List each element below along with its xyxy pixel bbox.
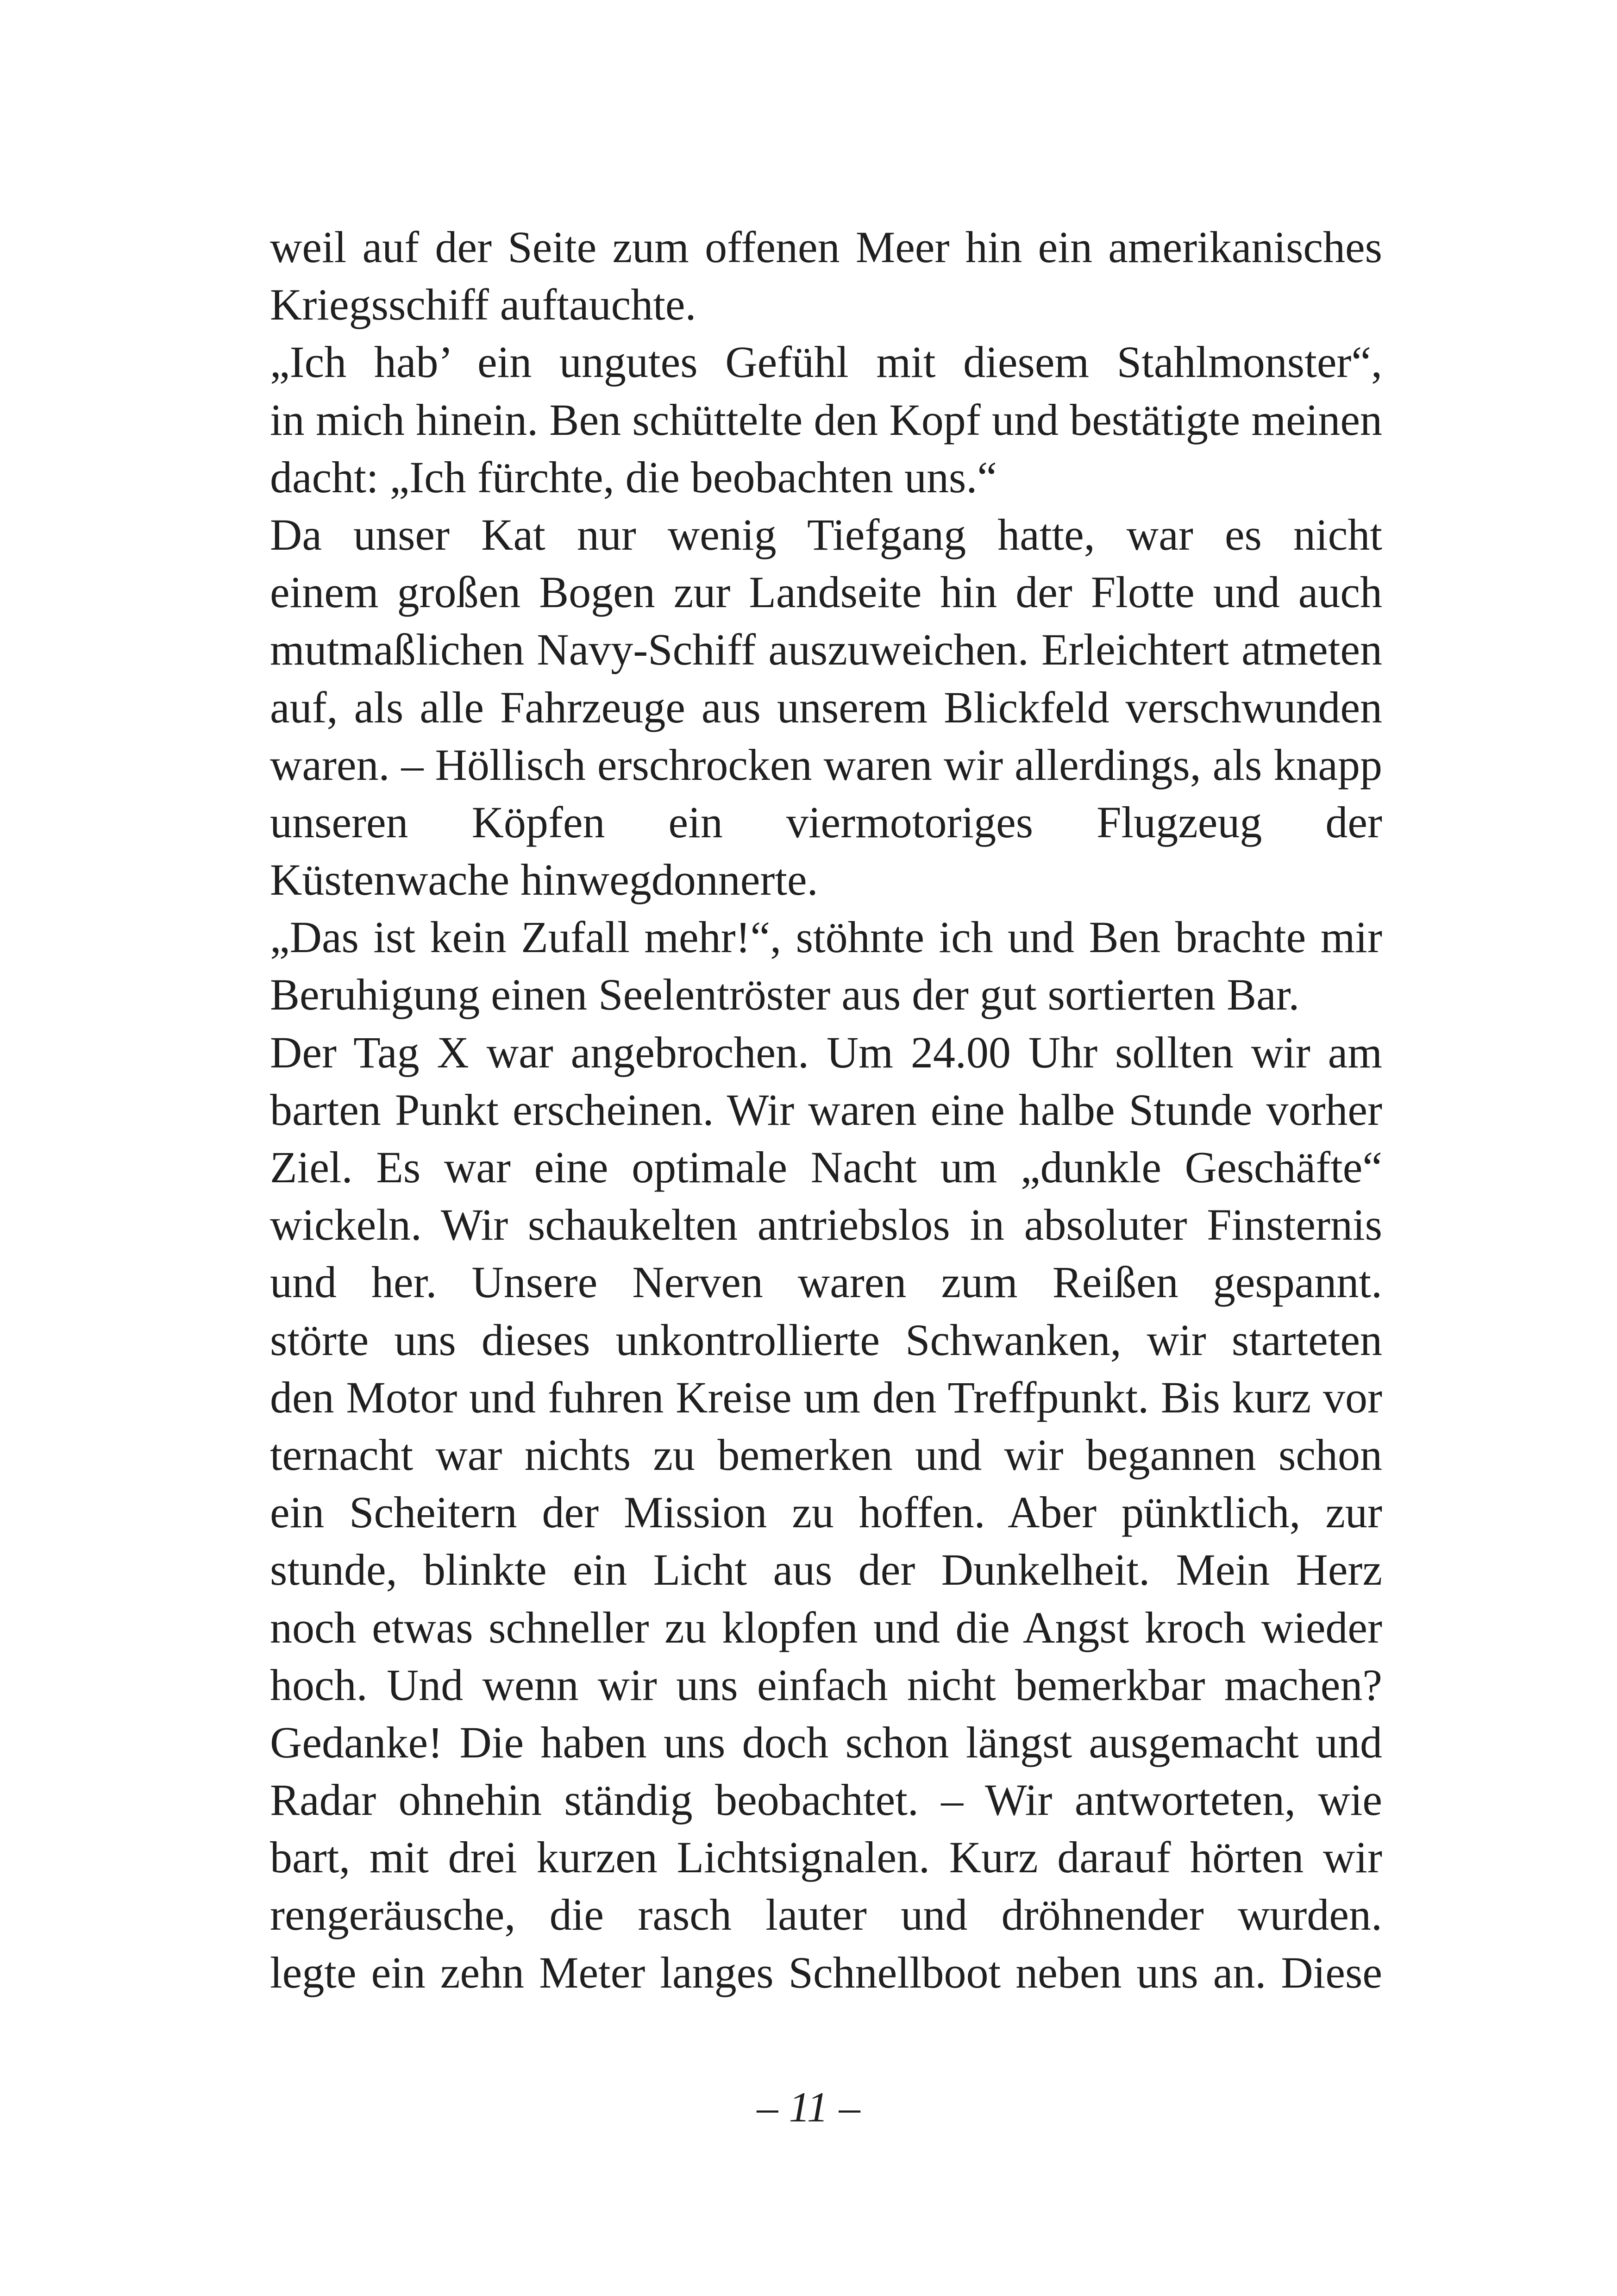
text-line: weil auf der Seite zum offenen Meer hin ein amerikanisches xyxy=(270,222,1382,272)
text-line: Radar ohnehin ständig beobachtet. – Wir antworteten, wie xyxy=(270,1775,1382,1825)
text-line: unseren Köpfen ein viermotoriges Flugzeug der xyxy=(270,797,1382,847)
text-line: „Das ist kein Zufall mehr!“, stöhnte ich und Ben brachte mir xyxy=(270,912,1382,962)
text-line: einem großen Bogen zur Landseite hin der Flotte und auch xyxy=(270,567,1382,617)
text-line: Da unser Kat nur wenig Tiefgang hatte, war es nicht xyxy=(270,509,1382,559)
text-line: Der Tag X war angebrochen. Um 24.00 Uhr sollten wir am xyxy=(270,1027,1382,1077)
text-line: bart, mit drei kurzen Lichtsignalen. Kurz darauf hörten wir xyxy=(270,1832,1382,1882)
text-line: den Motor und fuhren Kreise um den Treffpunkt. Bis kurz vor xyxy=(270,1372,1382,1422)
text-line: Kriegsschiff auftauchte. xyxy=(270,280,696,330)
text-line: legte ein zehn Meter langes Schnellboot neben uns an. Diese xyxy=(270,1947,1382,1997)
text-line: wickeln. Wir schaukelten antriebslos in absoluter Finsternis xyxy=(270,1200,1382,1250)
text-line: mutmaßlichen Navy-Schiff auszuweichen. Erleichtert atmeten xyxy=(270,625,1382,675)
text-line: „Ich hab’ ein ungutes Gefühl mit diesem Stahlmonster“, xyxy=(270,337,1382,387)
text-line: auf, als alle Fahrzeuge aus unserem Blickfeld verschwunden xyxy=(270,682,1382,732)
text-line: ternacht war nichts zu bemerken und wir begannen schon xyxy=(270,1430,1382,1480)
text-line: Gedanke! Die haben uns doch schon längst ausgemacht und xyxy=(270,1717,1382,1767)
text-line: in mich hinein. Ben schüttelte den Kopf und bestätigte meinen xyxy=(270,395,1382,445)
text-line: Ziel. Es war eine optimale Nacht um „dunkle Geschäfte“ xyxy=(270,1142,1382,1192)
text-line: waren. – Höllisch erschrocken waren wir allerdings, als knapp xyxy=(270,740,1382,790)
text-line: Beruhigung einen Seelentröster aus der gut sortierten Bar. xyxy=(270,970,1300,1020)
text-line: Küstenwache hinwegdonnerte. xyxy=(270,855,818,905)
text-line: ein Scheitern der Mission zu hoffen. Aber pünktlich, zur xyxy=(270,1487,1382,1537)
text-line: dacht: „Ich fürchte, die beobachten uns.“ xyxy=(270,452,997,502)
page-number: – 11 – xyxy=(757,2083,860,2131)
text-line: rengeräusche, die rasch lauter und dröhnender wurden. xyxy=(270,1890,1382,1940)
text-line: noch etwas schneller zu klopfen und die Angst kroch wieder xyxy=(270,1602,1382,1652)
text-line: und her. Unsere Nerven waren zum Reißen gespannt. xyxy=(270,1257,1382,1307)
text-line: barten Punkt erscheinen. Wir waren eine halbe Stunde vorher xyxy=(270,1085,1382,1135)
body-text xyxy=(270,219,1382,2001)
text-line: stunde, blinkte ein Licht aus der Dunkelheit. Mein Herz xyxy=(270,1545,1382,1595)
text-line: störte uns dieses unkontrollierte Schwanken, wir starteten xyxy=(270,1315,1382,1365)
text-line: hoch. Und wenn wir uns einfach nicht bemerkbar machen? xyxy=(270,1660,1382,1710)
